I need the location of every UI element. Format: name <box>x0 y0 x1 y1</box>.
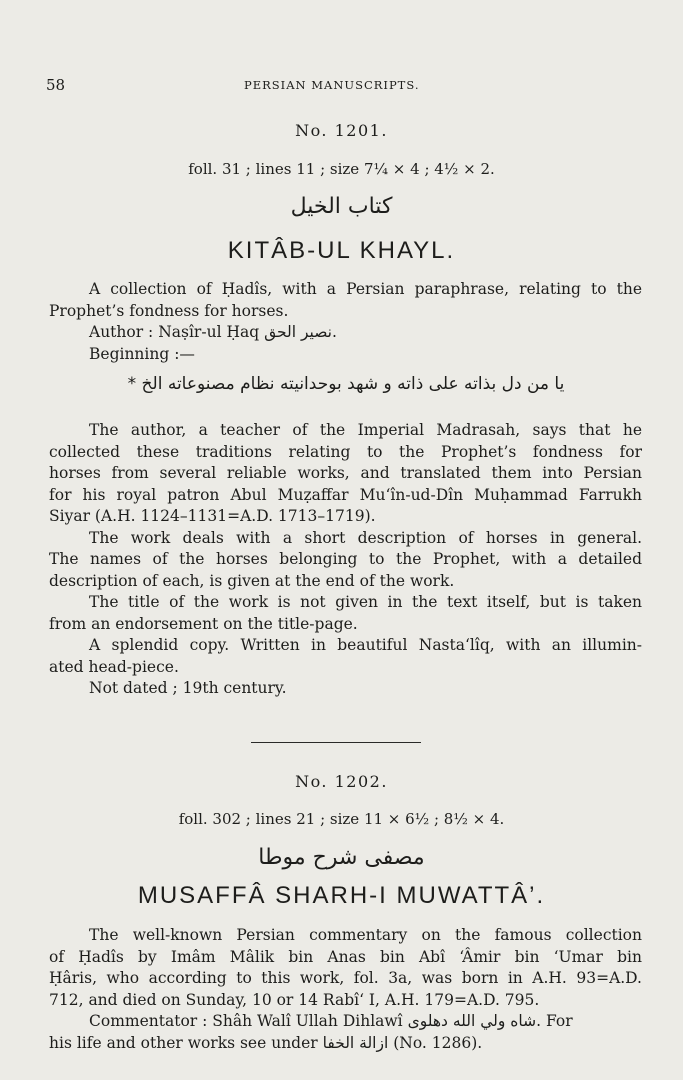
author-label: Author : <box>89 323 154 341</box>
collation-line: foll. 302 ; lines 21 ; size 11 × 6½ ; 8½ × 4. <box>178 810 505 828</box>
last-line-before: his life and other works see under <box>49 1033 318 1052</box>
date-line: Not dated ; 19th century. <box>89 679 287 697</box>
text-line: Prophet’s fondness for horses. <box>49 301 289 320</box>
author-line: Author : Naṣîr-ul Ḥaq نصیر الحق. <box>89 323 337 341</box>
commentator-name: Shâh Walî Ullah Dihlawî <box>212 1012 403 1030</box>
text-line: 712, and died on Sunday, 10 or 14 Rabî‘ I, A.H. 179=A.D. 795. <box>49 990 540 1009</box>
last-line-arabic: ازالة الخفا <box>322 1033 389 1052</box>
page-number: 58 <box>46 76 66 94</box>
text-line: A collection of Ḥadîs, with a Persian paraphrase, relating to the <box>89 280 642 298</box>
collation-line: foll. 31 ; lines 11 ; size 7¼ × 4 ; 4½ × 2. <box>188 160 495 178</box>
text-line: collected these traditions relating to the Prophet’s fondness for <box>49 442 642 461</box>
text-line: The author, a teacher of the Imperial Madrasah, says that he <box>89 421 642 439</box>
text-line: A splendid copy. Written in beautiful Nasta‘lîq, with an illumin- <box>89 636 642 654</box>
arabic-title: مصفی شرح موطا <box>258 845 425 870</box>
text-line: The well-known Persian commentary on the famous collection <box>89 926 642 944</box>
commentator-label: Commentator : <box>89 1012 208 1030</box>
arabic-title: كتاب الخيل <box>290 194 393 219</box>
beginning-arabic: یا من دل بذاته علی ذاته و شهد بوحدانیته نظام مصنوعاته الخ * <box>127 374 565 394</box>
last-line-after: (No. 1286). <box>393 1033 483 1052</box>
entry-description <box>49 279 642 365</box>
text-line: horses from several reliable works, and translated them into Persian <box>49 464 642 482</box>
last-line <box>49 1033 642 1055</box>
text-line: for his royal patron Abul Muẓaffar Mu‘în-ud-Dîn Muḥammad Farrukh <box>49 485 642 504</box>
entry-number: No. 1201. <box>295 121 388 140</box>
author-arabic: نصیر الحق <box>264 323 332 341</box>
section-divider <box>251 742 421 743</box>
text-line: ated head-piece. <box>49 657 179 676</box>
text-line: The work deals with a short description of horses in general. <box>89 528 642 547</box>
paragraph <box>49 420 642 700</box>
text-line: Ḥâris, who according to this work, fol. 3a, was born in A.H. 93=A.D. <box>49 969 642 987</box>
commentator-after: . For <box>536 1012 573 1030</box>
text-line: The names of the horses belonging to the Prophet, with a detailed <box>49 550 642 568</box>
text-line: Siyar (A.H. 1124–1131=A.D. 1713–1719). <box>49 507 376 525</box>
commentator-arabic: شاه ولي الله دهلوی <box>407 1012 537 1030</box>
commentator-line <box>49 1011 642 1033</box>
text-line: from an endorsement on the title-page. <box>49 614 358 633</box>
entry-title: KITÂB-UL KHAYL. <box>227 237 456 264</box>
text-line: description of each, is given at the end of the work. <box>49 571 455 590</box>
entry-title: MUSAFFÂ SHARH-I MUWATTÂ’. <box>137 882 546 909</box>
author-name: Naṣîr-ul Ḥaq <box>158 323 260 341</box>
text-line: The title of the work is not given in the text itself, but is taken <box>89 593 642 611</box>
entry-number: No. 1202. <box>295 772 388 791</box>
paragraph <box>49 925 642 1054</box>
text-line: of Ḥadîs by Imâm Mâlik bin Anas bin Abî ‘Âmir bin ‘Umar bin <box>49 947 642 966</box>
beginning-label: Beginning :— <box>89 344 195 363</box>
running-head: PERSIAN MANUSCRIPTS. <box>244 78 420 92</box>
